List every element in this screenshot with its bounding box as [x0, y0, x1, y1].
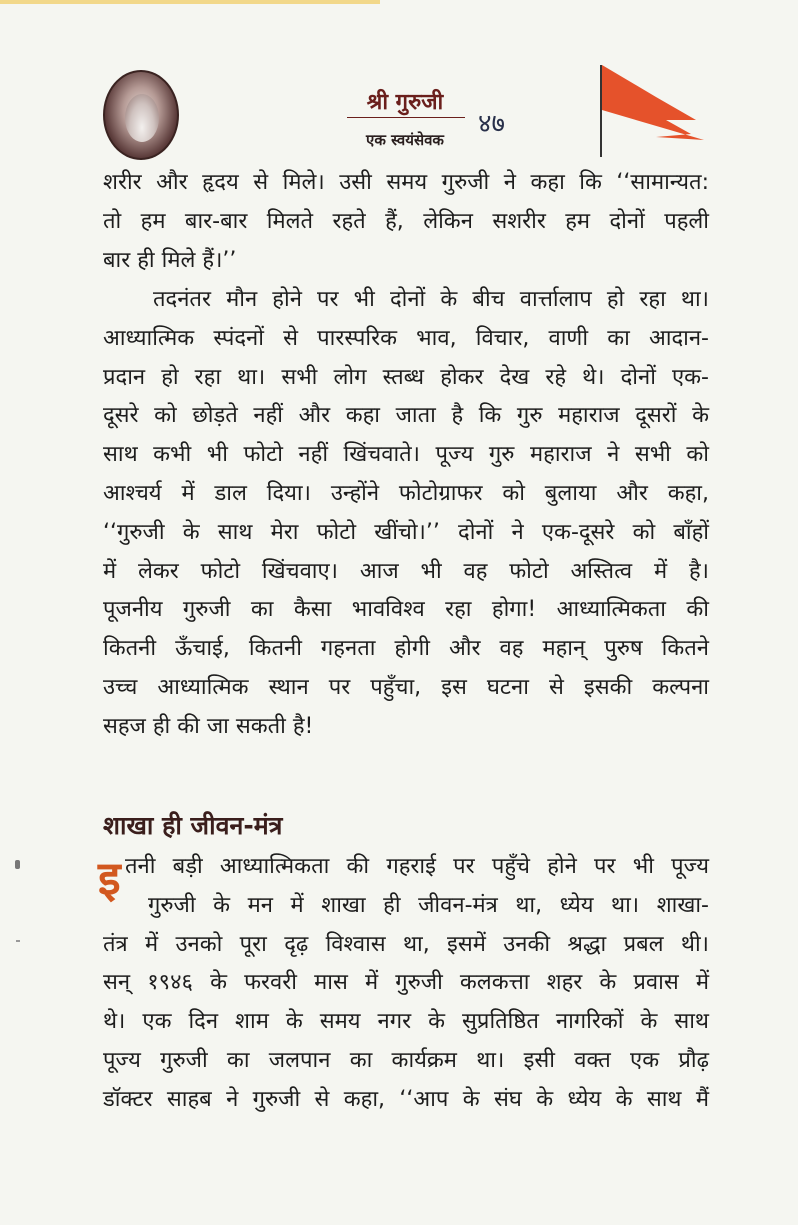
- header-rule: [347, 117, 465, 118]
- text-line: सन् १९४६ के फरवरी मास में गुरुजी कलकत्ता शहर के प्रवास में: [103, 970, 709, 996]
- text-line: कितनी ऊँचाई, कितनी गहनता होगी और वह महान् पुरुष कितने: [103, 636, 709, 662]
- section-heading: शाखा ही जीवन-मंत्र: [103, 811, 283, 840]
- text-line: दूसरे को छोड़ते नहीं और कहा जाता है कि गुरु महाराज दूसरों के: [103, 403, 709, 429]
- text-line: थे। एक दिन शाम के समय नगर के सुप्रतिष्ठित नागरिकों के साथ: [103, 1009, 709, 1035]
- guruji-portrait: [103, 70, 179, 160]
- text-line: पूज्य गुरुजी का जलपान का कार्यक्रम था। इसी वक्त एक प्रौढ़: [103, 1047, 709, 1073]
- text-line: साथ कभी भी फोटो नहीं खिंचवाते। पूज्य गुरु महाराज ने सभी को: [103, 442, 709, 468]
- drop-cap: इ: [98, 851, 121, 905]
- margin-mark: [15, 860, 20, 869]
- text-line: प्रदान हो रहा था। सभी लोग स्तब्ध होकर देख रहे थे। दोनों एक-: [103, 364, 709, 390]
- text-line: आध्यात्मिक स्पंदनों से पारस्परिक भाव, विचार, वाणी का आदान-: [103, 325, 709, 351]
- paragraph-1: [103, 164, 709, 280]
- saffron-flag-icon: [596, 62, 711, 162]
- margin-mark: [16, 940, 20, 942]
- running-header-title: श्री गुरुजी: [366, 90, 444, 115]
- page-number: ४७: [478, 109, 506, 139]
- text-line: उच्च आध्यात्मिक स्थान पर पहुँचा, इस घटना से इसकी कल्पना: [103, 674, 709, 700]
- paragraph-3: [103, 848, 709, 1120]
- text-line: तंत्र में उनको पूरा दृढ़ विश्‍वास था, इसमें उनकी श्रद्धा प्रबल थी।: [103, 931, 709, 957]
- text-line: तदनंतर मौन होने पर भी दोनों के बीच वार्त्तालाप हो रहा था।: [153, 287, 709, 312]
- text-line: में लेकर फोटो खिंचवाए। आज भी वह फोटो अस्तित्व में है।: [103, 558, 709, 584]
- page-edge-strip: [0, 0, 380, 4]
- paragraph-2: [103, 281, 709, 747]
- text-line: तनी बड़ी आध्यात्मिकता की गहराई पर पहुँचे होने पर भी पूज्य: [125, 854, 709, 879]
- text-line: तो हम बार-बार मिलते रहते हैं, लेकिन सशरीर हम दोनों पहली: [103, 208, 709, 234]
- text-line: डॉक्टर साहब ने गुरुजी से कहा, ‘‘आप के संघ के ध्येय के साथ मैं: [103, 1086, 709, 1112]
- text-line: बार ही मिले हैं।’’: [103, 247, 237, 273]
- text-line: आश्चर्य में डाल दिया। उन्होंने फोटोग्राफर को बुलाया और कहा,: [103, 480, 709, 506]
- text-line: पूजनीय गुरुजी का कैसा भावविश्‍व रहा होगा! आध्यात्मिकता की: [103, 597, 709, 623]
- running-header-subtitle: एक स्वयंसेवक: [366, 131, 444, 149]
- text-line: शरीर और हृदय से मिले। उसी समय गुरुजी ने कहा कि ‘‘सामान्यत:: [103, 170, 709, 195]
- text-line: सहज ही की जा सकती है!: [103, 713, 314, 739]
- text-line: ‘‘गुरुजी के साथ मेरा फोटो खींचो।’’ दोनों ने एक-दूसरे को बाँहों: [103, 519, 709, 545]
- text-line: गुरुजी के मन में शाखा ही जीवन-मंत्र था, ध्येय था। शाखा-: [148, 892, 709, 918]
